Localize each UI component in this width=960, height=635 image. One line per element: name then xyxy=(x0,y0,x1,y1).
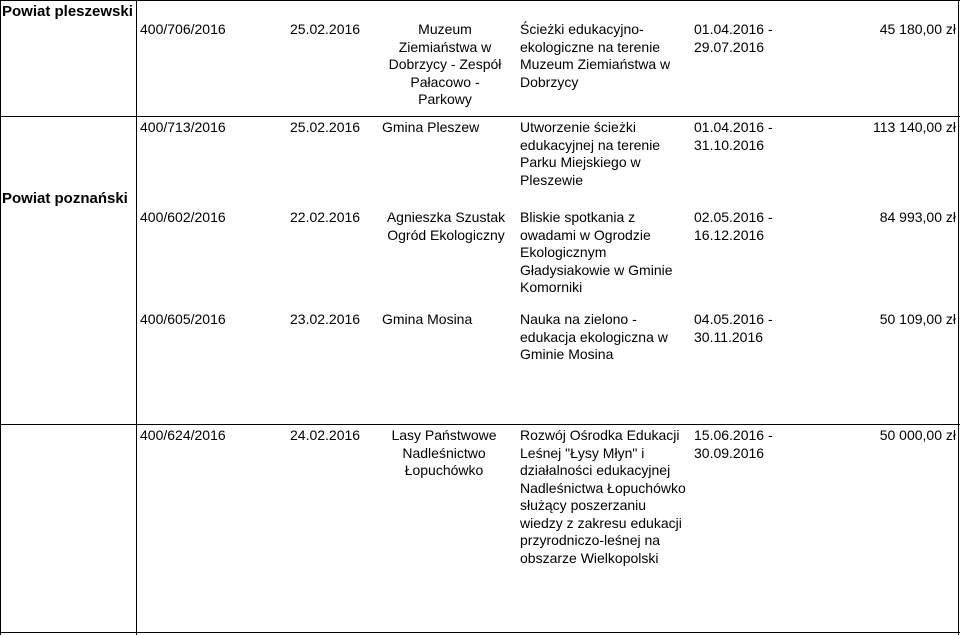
agreement-number: 400/713/2016 xyxy=(140,119,226,135)
grant-amount: 113 140,00 zł xyxy=(872,119,956,135)
row-divider xyxy=(0,424,960,425)
agreement-date: 25.02.2016 xyxy=(290,21,361,37)
row-divider xyxy=(0,116,960,117)
column-divider xyxy=(136,0,137,635)
task-title: Nauka na zielono - edukacja ekologiczna w Gminie Mosina xyxy=(520,311,668,362)
grant-amount: 84 993,00 zł xyxy=(879,209,956,225)
agreement-number: 400/605/2016 xyxy=(140,311,226,327)
grant-amount: 50 109,00 zł xyxy=(879,311,956,327)
implementation-period: 04.05.2016 - 30.11.2016 xyxy=(694,311,773,345)
agreement-date: 23.02.2016 xyxy=(290,311,361,327)
agreement-date: 22.02.2016 xyxy=(290,209,361,225)
task-title: Utworzenie ścieżki edukacyjnej na terenie Parku Miejskiego w Pleszewie xyxy=(520,119,661,188)
beneficiary: Muzeum Ziemiaństwa w Dobrzycy - Zespół Pałacowo - Parkowy xyxy=(388,21,502,107)
task-title: Ścieżki edukacyjno- ekologiczne na terenie Muzeum Ziemiaństwa w Dobrzycy xyxy=(520,21,671,90)
implementation-period: 01.04.2016 - 29.07.2016 xyxy=(694,21,773,55)
top-border xyxy=(0,0,960,1)
right-border xyxy=(958,0,959,635)
implementation-period: 02.05.2016 - 16.12.2016 xyxy=(694,209,773,243)
grant-amount: 50 000,00 zł xyxy=(879,427,956,443)
agreement-date: 24.02.2016 xyxy=(290,427,361,443)
beneficiary: Lasy Państwowe Nadleśnictwo Łopuchówko xyxy=(391,427,497,478)
task-title: Rozwój Ośrodka Edukacji Leśnej "Łysy Młyn" i działalności edukacyjnej Nadleśnictwa Łopuchówko służący poszerzaniu wiedzy z zakresu edukacji przyrodniczo-leśnej na obszarze Wielkopolski xyxy=(520,427,686,566)
beneficiary: Gmina Pleszew xyxy=(382,119,480,135)
implementation-period: 15.06.2016 - 30.09.2016 xyxy=(694,427,773,461)
agreement-date: 25.02.2016 xyxy=(290,119,361,135)
implementation-period: 01.04.2016 - 31.10.2016 xyxy=(694,119,773,153)
beneficiary: Gmina Mosina xyxy=(382,311,473,327)
region-label-pleszewski: Powiat pleszewski xyxy=(2,3,133,20)
grant-amount: 45 180,00 zł xyxy=(879,21,956,37)
region-label-poznanski: Powiat poznański xyxy=(2,190,128,207)
agreement-number: 400/602/2016 xyxy=(140,209,226,225)
agreement-number: 400/706/2016 xyxy=(140,21,226,37)
task-title: Bliskie spotkania z owadami w Ogrodzie Ekologicznym Gładysiakowie w Gminie Komorniki xyxy=(520,209,673,295)
beneficiary: Agnieszka Szustak Ogród Ekologiczny xyxy=(386,209,506,243)
bottom-border xyxy=(0,632,960,633)
left-border xyxy=(0,0,1,635)
agreement-number: 400/624/2016 xyxy=(140,427,226,443)
